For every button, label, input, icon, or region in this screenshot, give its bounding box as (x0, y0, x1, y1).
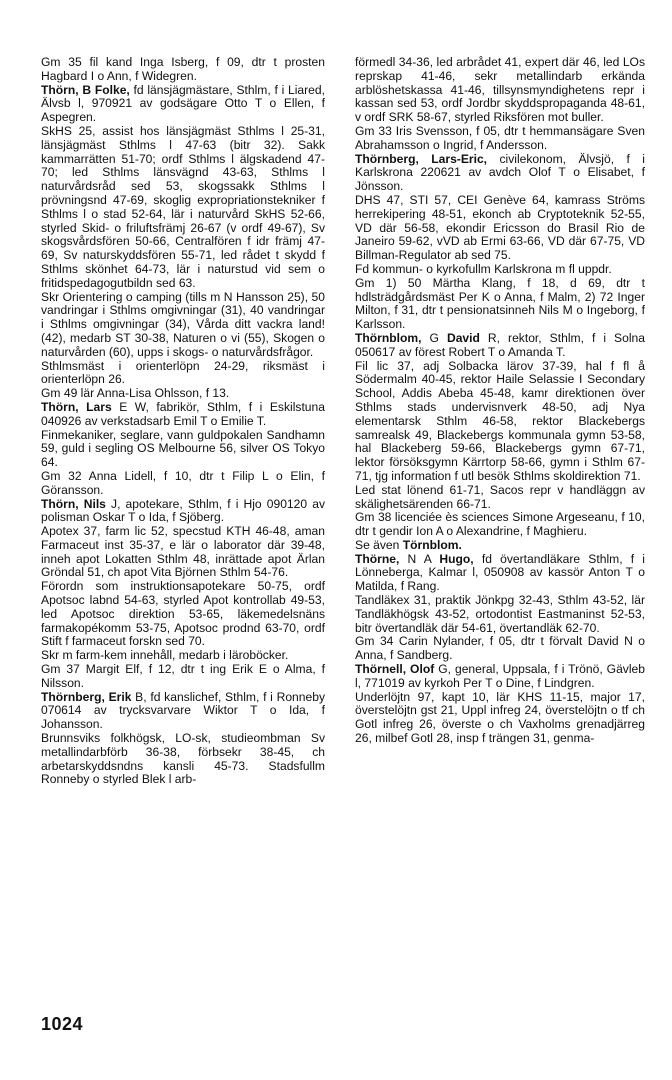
entry-headword: Thörn, Lars (41, 399, 112, 414)
entry-text: Gm 49 lär Anna-Lisa Ohlsson, f 13. (41, 386, 230, 401)
entry-text: Skr Orientering o camping (tills m N Hansson 25), 50 vandringar i Sthlms omgivningar (31), 40 vandringar i Sthlms omgivningar (34), Vårda ditt vackra land! (42), medarb ST 30-38, Naturen o vi (55), Skogen o naturvården (60), upps i skogs- o naturvårdsfrågor. (41, 289, 325, 359)
entry-paragraph (355, 594, 645, 635)
entry-paragraph (355, 484, 645, 512)
entry-headword: Thörnberg, Erik (41, 689, 132, 704)
entry-text: Gm 37 Margit Elf, f 12, dtr t ing Erik E o Alma, f Nilsson. (41, 662, 325, 690)
entry-text: Fil lic 37, adj Solbacka lärov 37-39, hal f fl å Södermalm 40-45, rektor Haile Selassie I Secondary School, Addis Abeba 45-48, kamr direktionen över Sthlms stads undervisnverk 48-50, adj Nya elementarsk Sthlm 46-58, rektor Blackebergs samrealsk 49, Blackebergs kommunala gymn 53-58, hal Blackeberg 59-66, Blackebergs gymn 67-71, lektor försöksgymn Kärrtorp 58-66, gymn i Sthlm 67-71, tjg information f utl besök Sthlms skoldirektion 71. (355, 358, 645, 483)
entry-paragraph (41, 387, 325, 401)
entry-paragraph (41, 291, 325, 360)
entry-text: Gm 38 licenciée ès sciences Simone Argeseanu, f 10, dtr t gendir Ion A o Alexandrine, f Maghieru. (355, 510, 645, 539)
entry-paragraph (41, 580, 325, 649)
entry-text: fd övertandläkare Sthlm, f i Lönneberga, Kalmar l, 050908 av kassör Anton T o Matilda, f Rang. (355, 551, 645, 594)
entry-text: Gm 33 Iris Svensson, f 05, dtr t hemmansägare Sven Abrahamsson o Ingrid, f Andersson. (355, 123, 645, 152)
entry-paragraph (355, 194, 645, 263)
entry-paragraph (41, 691, 325, 732)
left-column (41, 56, 325, 787)
entry-paragraph (41, 401, 325, 429)
entry-text: B, fd kanslichef, Sthlm, f i Ronneby 070614 av trycksvarvare Wiktor T o Ida, f Johansson. (41, 689, 326, 732)
entry-paragraph (355, 56, 645, 125)
entry-text: N A (399, 551, 440, 566)
entry-headword: Thörnberg, Lars-Eric, (355, 151, 488, 166)
entry-headword: Thörn, B Folke, (41, 82, 130, 97)
entry-headword: Thörnell, Olof (355, 662, 435, 677)
entry-paragraph (41, 649, 325, 663)
entry-paragraph (355, 125, 645, 153)
entry-text: Finmekaniker, seglare, vann guldpokalen Sandhamn 59, guld i segling OS Melbourne 56, silver OS Tokyo 64. (41, 427, 325, 470)
entry-paragraph (41, 84, 325, 125)
entry-paragraph (355, 332, 645, 360)
entry-text: civilekonom, Älvsjö, f i Karlskrona 220621 av avdch Olof T o Elisabet, f Jönsson. (355, 151, 645, 194)
entry-text: DHS 47, STI 57, CEI Genève 64, kamrass Ströms herrekipering 48-51, ekonch ab Cryptoteknik 52-55, VD där 56-58, ekondir Ericsson do Brasil Rio de Janeiro 59-62, vVD ab Ermi 63-66, VD där 67-75, VD Billman-Regulator ab sed 75. (355, 192, 645, 263)
entry-text: Gm 1) 50 Märtha Klang, f 18, d 69, dtr t hdlsträdgårdsmäst Per K o Anna, f Malm, 2) 72 Inger Milton, f 31, dtr t pensionatsinneh Nils M o Ingeborg, f Karlsson. (355, 275, 645, 332)
entry-text: J, apotekare, Sthlm, f i Hjo 090120 av polisman Oskar T o Ida, f Sjöberg. (41, 496, 325, 525)
entry-text: R, rektor, Sthlm, f i Solna 050617 av förest Robert T o Amanda T. (355, 330, 645, 359)
entry-paragraph (41, 498, 325, 526)
entry-text: förmedl 34-36, led arbrådet 41, expert där 46, led LOs reprskap 41-46, sekr metallindarb erkända arblöshetskassa 41-46, tillsynsmyndighetens repr i kassan sed 53, ordf Jordbr skyddspropaganda 48-61, v ordf SRK 58-67, styrled Riksfören mot buller. (355, 55, 645, 125)
entry-text: SkHS 25, assist hos länsjägmäst Sthlms l 25-31, länsjägmäst Sthlms l 47-63 (bitr 32). Sakk kammarrätten 51-70; ordf Sthlms l älgskadend 47-70; led Sthlms länsvägnd 43-63, Sthlms l naturvårdsråd sed 53, skogssakk Sthlms l prövningsnd 47-69, skoglig expropriationstekniker f Sthlms l o stad 52-64, lär i naturvård SkHS 52-66, styrled Skid- o friluftsfrämj 26-67 (v ordf 49-67), Sv skogsvårdsfören 50-66, Centralfören f idr främj 47-69, Sv naturskyddsfören 55-71, led rådet t skydd f Sthlms skönhet 64-73, lär i naturstud vid sem o fritidspedagogutbildn sed 63. (41, 123, 325, 290)
entry-headword: Törnblom. (402, 537, 462, 552)
entry-paragraph (355, 635, 645, 663)
entry-headword: Thörnblom, (355, 330, 422, 345)
entry-text: G (421, 330, 447, 345)
entry-paragraph (41, 732, 325, 787)
entry-paragraph (355, 153, 645, 194)
entry-text: E W, fabrikör, Sthlm, f i Eskilstuna 040926 av verkstadsarb Emil T o Emilie T. (41, 399, 325, 428)
entry-paragraph (355, 553, 645, 594)
entry-paragraph (355, 539, 645, 553)
entry-paragraph (355, 360, 645, 484)
entry-text: Sthlmsmäst i orienterlöpn 24-29, riksmäst i orienterlöpn 26. (41, 358, 325, 387)
entry-paragraph (41, 56, 325, 84)
entry-headword: Hugo, (439, 551, 474, 566)
entry-paragraph (355, 511, 645, 539)
entry-text: Gm 34 Carin Nylander, f 05, dtr t förvalt David N o Anna, f Sandberg. (355, 634, 645, 663)
entry-text: Underlöjtn 97, kapt 10, lär KHS 11-15, major 17, överstelöjtn gst 21, Uppl infreg 24, överstelöjtn o tf ch Gotl infreg 26, överste o ch Vaxholms grenadjärreg 26, milbef Gotl 28, insp f trängen 31, genma- (355, 689, 645, 746)
entry-text: Led stat lönend 61-71, Sacos repr v handläggn av skälighetsärenden 66-71. (355, 482, 645, 511)
right-column (355, 56, 645, 746)
entry-text: fd länsjägmästare, Sthlm, f i Liared, Älvsb l, 970921 av godsägare Otto T o Ellen, f Aspegren. (41, 82, 325, 125)
entry-paragraph (41, 525, 325, 580)
entry-paragraph (41, 663, 325, 691)
entry-paragraph (355, 263, 645, 277)
entry-text: Gm 35 fil kand Inga Isberg, f 09, dtr t prosten Hagbard I o Ann, f Widegren. (41, 55, 325, 83)
entry-text: Skr m farm-kem innehåll, medarb i läroböcker. (41, 648, 289, 663)
entry-paragraph (41, 125, 325, 291)
entry-headword: David (446, 330, 480, 345)
entry-headword: Thörn, Nils (41, 496, 106, 511)
entry-text: Gm 32 Anna Lidell, f 10, dtr t Filip L o Elin, f Göransson. (41, 468, 325, 497)
entry-text: Se även (355, 537, 403, 552)
entry-text: Fd kommun- o kyrkofullm Karlskrona m fl uppdr. (355, 261, 612, 276)
entry-text: Apotex 37, farm lic 52, specstud KTH 46-48, aman Farmaceut inst 35-37, e lär o laborator där 39-48, inneh apot Lokatten Sthlm 48, inrättade apot Ärlan Gröndal 51, ch apot Vita Björnen Sthlm 54-76. (41, 524, 325, 580)
entry-paragraph (41, 360, 325, 388)
entry-paragraph (355, 691, 645, 746)
page-number: 1024 (41, 1014, 84, 1034)
entry-headword: Thörne, (355, 551, 400, 566)
entry-text: Tandläkex 31, praktik Jönkpg 32-43, Sthlm 43-52, lär Tandläkhögsk 43-52, ortodontist Eastmaninst 52-53, bitr övertandläk där 54-61, övertandläk 62-70. (355, 593, 645, 635)
entry-text: G, general, Uppsala, f i Trönö, Gävleb l, 771019 av kyrkoh Per T o Dine, f Lindgren. (355, 662, 645, 690)
entry-paragraph (355, 277, 645, 332)
entry-paragraph (41, 470, 325, 498)
entry-text: Brunnsviks folkhögsk, LO-sk, studieombman Sv metallindarbförb 36-38, förbsekr 38-45, ch arbetarskyddsndns kansli 45-73. Stadsfullm Ronneby o styrled Blek l arb- (41, 731, 325, 787)
entry-text: Förordn som instruktionsapotekare 50-75, ordf Apotsoc labnd 54-63, styrled Apot kontrollab 49-53, led Apotsoc direktion 53-65, läkemedelsnäns farmakopékomm 53-75, Apotsoc prodnd 63-70, ordf Stift f farmaceut forskn sed 70. (41, 579, 325, 649)
entry-paragraph (355, 663, 645, 691)
entry-paragraph (41, 429, 325, 470)
